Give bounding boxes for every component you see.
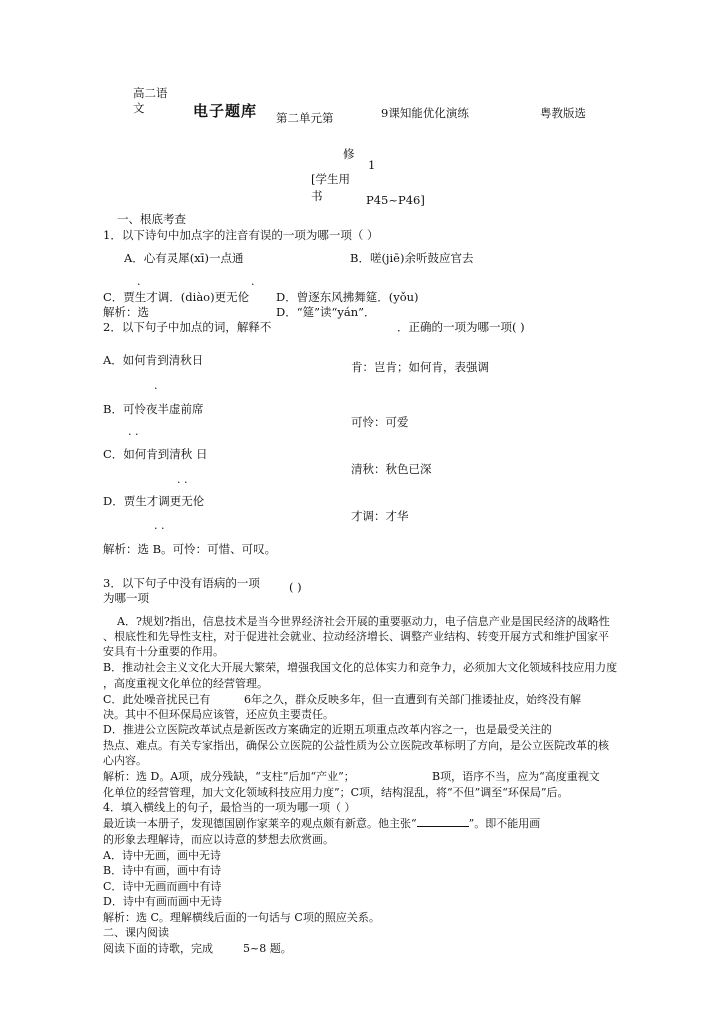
unit-label: 第二单元第: [276, 111, 334, 125]
q2-option-b-explain: 可怜：可爱: [351, 415, 409, 429]
q2-stem-part1: 2．以下句子中加点的词，解释不: [103, 320, 272, 334]
q2-option-c-explain: 清秋：秋色已深: [351, 462, 432, 476]
book-label: 书: [311, 189, 323, 203]
section-2-intro-part1: 阅读下面的诗歌，完成: [103, 942, 213, 955]
q3-option-a-line2: 、根底性和先导性支柱，对于促进社会就业、拉动经济增长、调整产业结构、转变开展方式和维护国家平: [103, 630, 609, 643]
emphasis-dot: .: [154, 379, 158, 392]
student-book-label: [学生用: [311, 172, 350, 186]
emphasis-dot: .: [137, 275, 141, 288]
q4-option-d: D．诗中有画而画中无诗: [103, 895, 222, 908]
q3-stem-line1: 3．以下句子中没有语病的一项: [103, 576, 260, 590]
q4-text-line1-after: ”。即不能用画: [468, 817, 541, 830]
q2-option-a: A．如何肯到清秋日: [103, 353, 204, 367]
q4-text-line1: [103, 816, 540, 831]
emphasis-dots: . .: [154, 519, 165, 532]
q3-option-d-line1: D．推进公立医院改革试点是新医改方案确定的近期五项重点改革内容之一，也是最受关注的: [103, 723, 552, 736]
q1-option-d: D．曾逐东风拂舞筵．(yǒu): [276, 290, 419, 304]
emphasis-dots: . .: [177, 473, 188, 486]
q3-option-a-line3: 安具有十分重要的作用。: [103, 645, 224, 658]
q3-stem-line2: 为哪一项: [103, 591, 149, 605]
q4-text-line1-before: 最近读一本册子，发现德国剧作家莱辛的观点颇有新意。他主张“: [103, 817, 417, 830]
q4-option-a: A．诗中无画，画中无诗: [103, 849, 221, 862]
q3-option-c-line1a: C．此处噪音扰民已有: [103, 693, 211, 706]
q3-option-a-line1: A．?规划?指出，信息技术是当今世界经济社会开展的重要驱动力，电子信息产业是国民经济的战略性: [117, 615, 610, 628]
fill-in-blank: [417, 816, 469, 827]
q2-option-d-explain: 才调：才华: [351, 509, 409, 523]
q2-option-c: C．如何肯到清秋 日: [103, 447, 208, 461]
q4-option-b: B．诗中有画，画中有诗: [103, 864, 222, 877]
section-1-title: 一、根底考查: [117, 212, 186, 226]
q3-option-d-line2: 热点、难点。有关专家指出，确保公立医院的公益性质为公立医院改革标明了方向，是公立医院改革的核: [103, 739, 609, 752]
q2-option-b: B．可怜夜半虚前席: [103, 402, 204, 416]
q3-answer-line1a: 解析：选 D。A项，成分残缺，“支柱”后加“产业”；: [103, 770, 355, 783]
q3-paren: ( ): [289, 580, 302, 594]
q4-stem: 4．填入横线上的句子，最恰当的一项为哪一项（ ）: [103, 801, 356, 814]
emphasis-dots: . .: [128, 425, 139, 438]
xiu-label: 修: [343, 147, 355, 161]
q1-option-b: B．嗟(jiē)余听鼓应官去: [350, 251, 474, 265]
q1-option-a: A．心有灵犀(xī)一点通: [124, 251, 244, 265]
q3-option-c-line1b: 6年之久，群众反映多年，但一直遭到有关部门推诿扯皮，始终没有解: [244, 693, 581, 706]
q4-option-c: C．诗中无画而画中有诗: [103, 880, 222, 893]
q1-answer-label: 解析：选: [103, 305, 149, 319]
q4-answer: 解析：选 C。理解横线后面的一句话与 C项的照应关系。: [103, 911, 380, 924]
q3-answer-line2: 化单位的经营管理，加大文化领域科技应用力度”；C项，结构混乱，将“不但”调至“环保局”后。: [103, 786, 569, 799]
q4-text-line2: 的形象去理解诗，而应以诗意的梦想去欣赏画。: [103, 833, 334, 846]
edition-label: 粤教版选: [540, 106, 586, 120]
q1-answer-note: D．“筵”读“yán”．: [276, 305, 376, 319]
emphasis-dot: .: [251, 275, 255, 288]
q3-option-b-line1: B．推动社会主义文化大开展大繁荣，增强我国文化的总体实力和竞争力，必须加大文化领域科技应用力度: [103, 661, 618, 674]
q1-stem: 1．以下诗句中加点字的注音有误的一项为哪一项（ ）: [103, 228, 379, 242]
volume-number: 1: [368, 158, 376, 172]
section-2-intro-part2: 5~8 题。: [243, 942, 292, 955]
q2-option-a-explain: 肯：岂肯；如何肯，表强调: [351, 360, 489, 374]
lesson-label: 9课知能优化演练: [381, 106, 469, 120]
grade-label-line1: 高二语: [133, 86, 168, 100]
section-2-title: 二、课内阅读: [103, 926, 169, 939]
q3-answer-line1b: B项，语序不当，应为“高度重视文: [432, 770, 600, 783]
page-range: P45~P46]: [366, 193, 425, 207]
brand-title: 电子题库: [193, 102, 258, 120]
grade-label-line2: 文: [133, 101, 145, 115]
q3-option-c-line2: 决。其中不但环保局应该管，还应负主要责任。: [103, 708, 334, 721]
q3-option-d-line3: 心内容。: [103, 754, 147, 767]
q3-option-b-line2: ，高度重视文化单位的经营管理。: [103, 677, 268, 690]
q1-option-c: C．贾生才调．(diào)更无伦: [103, 290, 250, 304]
q2-answer: 解析：选 B。可怜：可惜、可叹。: [103, 542, 277, 556]
q2-stem-part2: ．正确的一项为哪一项( ): [397, 320, 525, 334]
q2-option-d: D．贾生才调更无伦: [103, 494, 205, 508]
